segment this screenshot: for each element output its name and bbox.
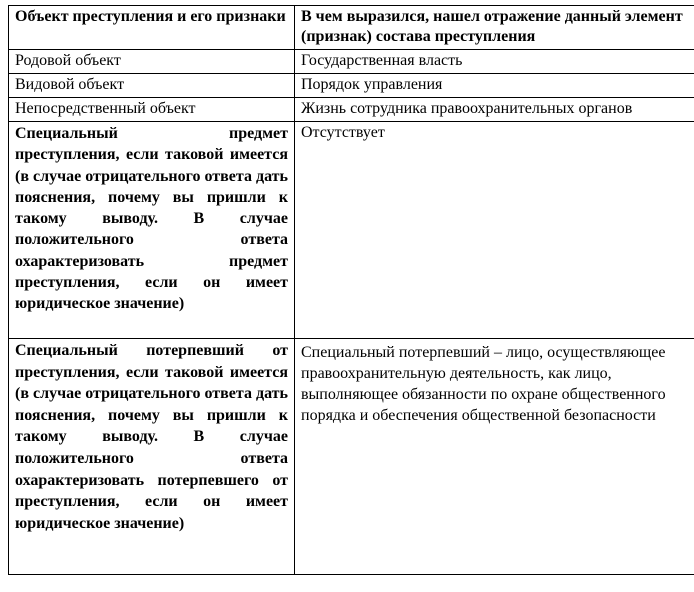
table-header-row bbox=[9, 6, 694, 50]
header-cell-object: Объект преступления и его признаки bbox=[9, 6, 295, 50]
row-value-direct-object: Жизнь сотрудника правоохранительных органов bbox=[295, 98, 694, 122]
row-value-special-subject: Отсутствует bbox=[295, 122, 694, 339]
row-value-species-object: Порядок управления bbox=[295, 74, 694, 98]
row-value-generic-object: Государственная власть bbox=[295, 50, 694, 74]
table-row bbox=[9, 74, 694, 98]
row-label-special-victim: Специальный потерпевший от преступления, если таковой имеется (в случае отрицательного ответа дать пояснения, почему вы пришли к такому выводу. В случае положительного ответа охарактеризовать потерпевшего от преступления, если он имеет юридическое значение) bbox=[9, 339, 295, 575]
row-label-generic-object: Родовой объект bbox=[9, 50, 295, 74]
header-cell-description: В чем выразился, нашел отражение данный элемент (признак) состава преступления bbox=[295, 6, 694, 50]
table-row bbox=[9, 50, 694, 74]
row-label-species-object: Видовой объект bbox=[9, 74, 295, 98]
table-row bbox=[9, 98, 694, 122]
crime-object-table bbox=[8, 5, 694, 575]
row-label-direct-object: Непосредственный объект bbox=[9, 98, 295, 122]
table-row bbox=[9, 339, 694, 575]
row-value-special-victim: Специальный потерпевший – лицо, осуществляющее правоохранительную деятельность, как лицо, выполняющее обязанности по охране общественного порядка и обеспечения общественной безопасности bbox=[295, 339, 694, 575]
table-row bbox=[9, 122, 694, 339]
row-label-special-subject: Специальный предмет преступления, если таковой имеется (в случае отрицательного ответа дать пояснения, почему вы пришли к такому выводу. В случае положительного ответа охарактеризовать предмет преступления, если он имеет юридическое значение) bbox=[9, 122, 295, 339]
